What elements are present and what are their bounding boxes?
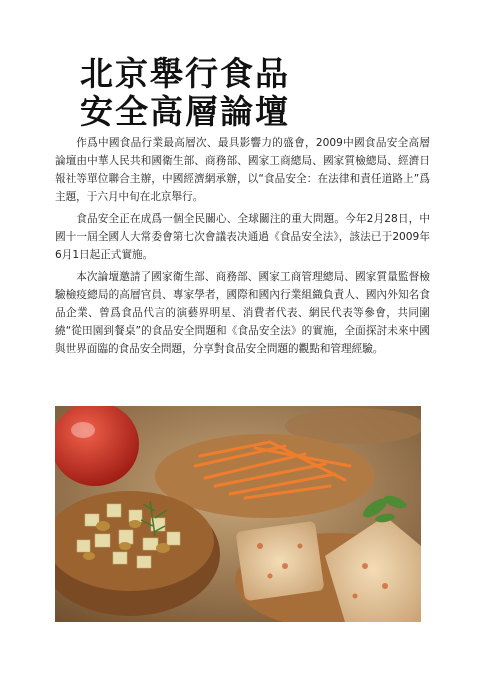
terrine-slice-1 (236, 521, 325, 601)
title-line-1: 北京舉行食品 (80, 54, 290, 93)
article-title (80, 55, 290, 131)
food-photo-icon (55, 406, 421, 622)
paragraph-1: 作爲中國食品行業最高層次、最具影響力的盛會，2009中國食品安全高層論壇由中華人民共和國衛生部、商務部、國家工商總局、國家質檢總局、經濟日報社等單位聯合主辦，中國經濟網承辦，以“食品安全：在法律和責任道路上”爲主題，于六月中旬在北京舉行。 (55, 137, 430, 203)
article-body (55, 134, 430, 362)
paragraph-2: 食品安全正在成爲一個全民關心、全球關注的重大問題。今年2月28日，中國十一屆全國人大常委會第七次會議表决通過《食品安全法》，該法已于2009年6月1日起正式實施。 (55, 213, 430, 261)
title-line-2: 安全高層論壇 (80, 92, 290, 131)
food-photo (55, 406, 421, 622)
apple-highlight (71, 422, 95, 438)
paragraph-3: 本次論壇邀請了國家衛生部、商務部、國家工商管理總局、國家質量監督檢驗檢疫總局的高層官員、專家學者，國際和國內行業組織負責人、國內外知名食品企業、曾爲食品代言的演藝界明星、消費者代表、網民代表等參會，共同圍繞“從田園到餐桌”的食品安全問題和《食品安全法》的實施，全面探討未來中國與世界面臨的食品安全問題，分享對食品安全問題的觀點和管理經驗。 (55, 271, 430, 355)
